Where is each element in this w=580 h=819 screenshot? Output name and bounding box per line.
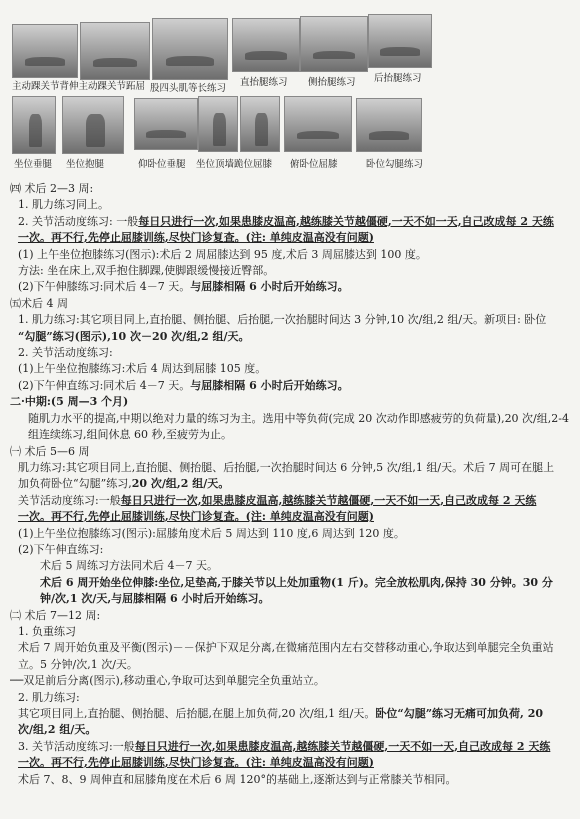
text-line: 术后 6 周开始坐位伸膝:坐位,足垫高,于膝关节以上处加重物(1 斤)。完全放松肌肉,保持 30 分钟。30 分 [40,575,553,589]
text-line: 3. 关节活动度练习:一般每日只进行一次,如果患膝皮温高,越练膝关节越僵硬,一天不如一天,自己改成每 2 天练 [18,739,551,753]
text-line: 1. 肌力练习同上。 [18,198,109,212]
section-heading: ㈣ 术后 2—3 周: [10,182,94,195]
text-line: 1. 负重练习 [18,624,76,638]
text-line: 次/组,2 组/天。 [18,723,97,737]
photo-side-leg-raise [300,16,368,72]
text-line: 方法: 坐在床上,双手抱住脚踝,使脚跟缓慢接近臀部。 [18,264,275,278]
photo-kneeling-flexion [240,96,280,152]
photo-quadriceps-isometric [152,18,228,80]
warning-line: 一次。再不行,先停止屈膝训练,尽快门诊复查。(注: 单纯皮温高没有问题) [18,756,374,770]
text-line: 2. 关节活动度练习: [18,346,113,360]
text-line: 关节活动度练习:一般每日只进行一次,如果患膝皮温高,越练膝关节越僵硬,一天不如一天,自己改成每 2 天练 [18,493,537,507]
text-line: (2)下午伸直练习: [18,542,104,556]
section-heading: ㈤术后 4 周 [10,296,68,310]
text-line: 1. 肌力练习:其它项目同上,直抬腿、侧抬腿、后抬腿,一次抬腿时间达 3 分钟,10 次/组,2 组/天。新项目: 卧位 [18,313,547,327]
photo-supine-leg-hang [134,98,198,150]
photo-prone-knee-flexion [284,96,352,152]
text-line: (2)下午伸膝练习:同术后 4－7 天。与屈膝相隔 6 小时后开始练习。 [18,280,349,294]
caption-straight-leg-raise: 直抬腿练习 [240,77,288,88]
exercise-photo-panel [0,0,580,175]
text-line: 2. 关节活动度练习: 一般每日只进行一次,如果患膝皮温高,越练膝关节越僵硬,一天不如一天,自己改成每 2 天练 [18,214,554,228]
photo-sitting-leg-hang [12,96,56,154]
caption-prone-knee-flexion: 俯卧位屈膝 [290,159,338,170]
text-line: (2)下午伸直练习:同术后 4－7 天。与屈膝相隔 6 小时后开始练习。 [18,378,349,392]
photo-wall-sitting [198,96,238,152]
caption-wall-kneeling: 坐位顶墙跪位屈膝 [196,159,273,170]
caption-supine-leg-hang: 仰卧位垂腿 [138,159,186,170]
section-heading: ㈡ 术后 7—12 周: [10,608,101,622]
text-line: 其它项目同上,直抬腿、侧抬腿、后抬腿,在腿上加负荷,20 次/组,1 组/天。卧位“勾腿”练习无痛可加负荷, 20 [18,707,544,720]
text-line: 组连续练习,组间休息 60 秒,至疲劳为止。 [28,428,232,442]
caption-sitting-knee-hug: 坐位抱腿 [66,159,105,170]
caption-rear-leg-raise: 后抬腿练习 [374,73,422,84]
caption-ankle: 主动踝关节背伸主动踝关节跖屈 [12,81,146,92]
caption-prone-hook-leg: 卧位勾腿练习 [366,159,424,170]
text-line: 2. 肌力练习: [18,690,80,704]
document-body [10,181,570,788]
warning-line: 一次。再不行,先停止屈膝训练,尽快门诊复查。(注: 单纯皮温高没有问题) [18,231,374,245]
photo-prone-hook-leg [356,98,422,152]
text-line: 立。5 分钟/次,1 次/天。 [18,657,138,671]
text-line: 术后 7 周开始负重及平衡(图示)－－保护下双足分离,在微痛范围内左右交替移动重心,争取达到单腿完全负重站 [18,641,554,655]
text-line: 钟/次,1 次/天,与屈膝相隔 6 小时后开始练习。 [40,592,270,606]
text-line: (1)上午坐位抱膝练习:术后 4 周达到屈膝 105 度。 [18,362,267,376]
photo-straight-leg-raise [232,18,300,72]
text-line: (1) 上午坐位抱膝练习(图示):术后 2 周屈膝达到 95 度,术后 3 周屈膝达到 100 度。 [18,247,427,261]
photo-rear-leg-raise [368,14,432,68]
caption-side-leg-raise: 侧抬腿练习 [308,77,356,88]
text-line: 加负荷卧位“勾腿”练习,20 次/组,2 组/天。 [18,477,230,491]
text-line: 术后 7、8、9 周伸直和屈膝角度在术后 6 周 120°的基础上,逐渐达到与正常膝关节相同。 [18,772,457,786]
caption-sitting-leg-hang: 坐位垂腿 [14,159,53,170]
text-line: “勾腿”练习(图示),10 次－20 次/组,2 组/天。 [18,329,250,343]
photo-sitting-knee-hug [62,96,124,154]
text-line: 术后 5 周练习方法同术后 4－7 天。 [40,559,218,573]
text-line: ──双足前后分离(图示),移动重心,争取可达到单腿完全负重站立。 [10,674,325,688]
text-line: 肌力练习:其它项目同上,直抬腿、侧抬腿、后抬腿,一次抬腿时间达 6 分钟,5 次/组,1 组/天。术后 7 周可在腿上 [18,460,555,474]
text-line: 随肌力水平的提高,中期以绝对力量的练习为主。选用中等负荷(完成 20 次动作即感疲劳的负荷量),20 次/组,2-4 [28,411,569,425]
warning-line: 一次。再不行,先停止屈膝训练,尽快门诊复查。(注: 单纯皮温高没有问题) [18,510,374,524]
text-line: (1)上午坐位抱膝练习(图示):屈膝角度术后 5 周达到 110 度,6 周达到 120 度。 [18,526,405,540]
section-heading: 二·中期:(5 周—3 个月) [10,395,129,409]
photo-ankle-dorsiflexion [12,24,78,78]
section-heading: ㈠ 术后 5—6 周 [10,444,90,458]
photo-ankle-plantarflexion [80,22,150,80]
caption-quadriceps: 股四头肌等长练习 [150,83,227,94]
